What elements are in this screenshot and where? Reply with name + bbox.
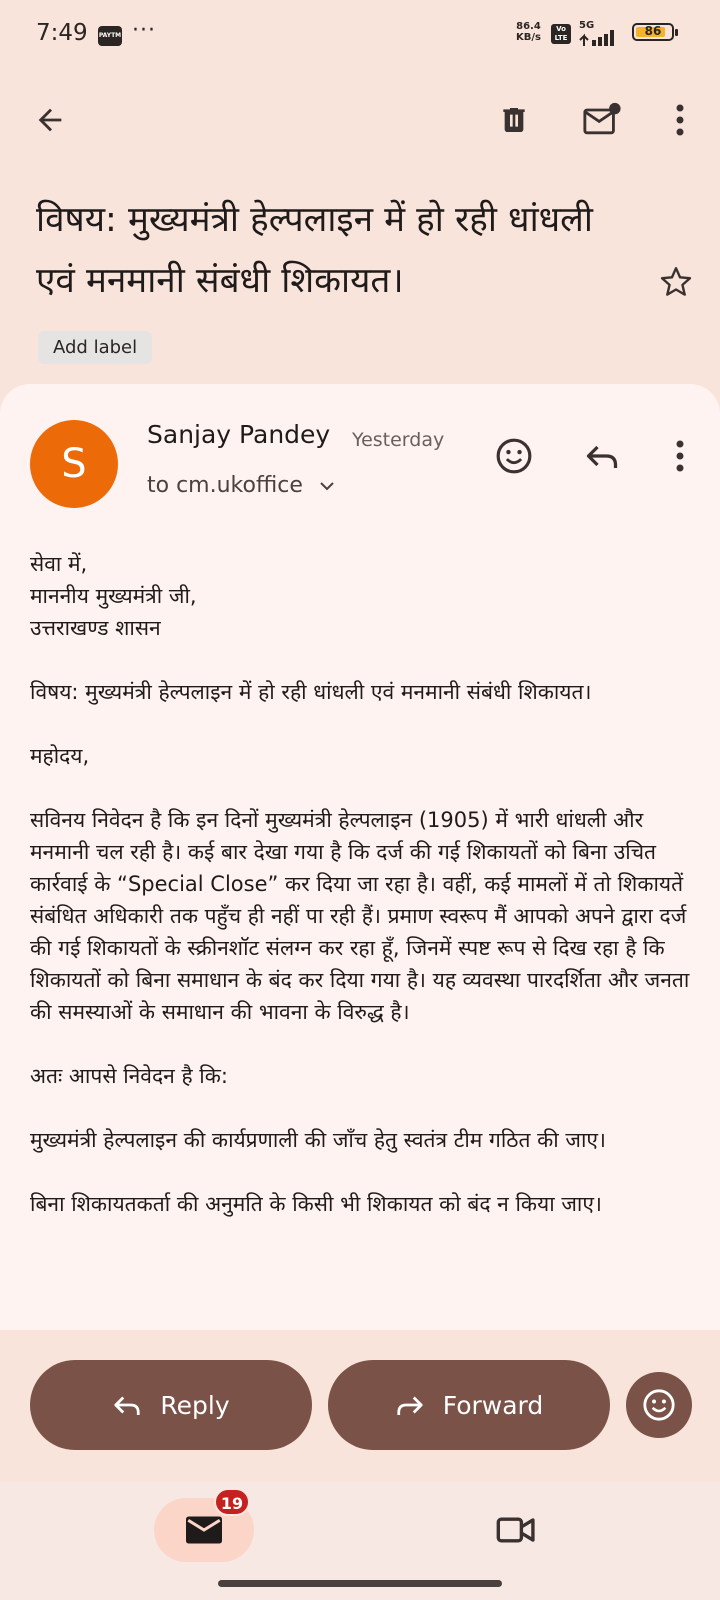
nav-mail-tab[interactable] <box>154 1494 254 1562</box>
delete-button[interactable] <box>490 96 538 144</box>
message-more-button[interactable] <box>656 432 704 480</box>
reply-icon-button[interactable] <box>578 432 626 480</box>
more-vert-icon <box>675 439 685 473</box>
mark-unread-button[interactable] <box>578 96 626 144</box>
star-icon <box>658 264 694 300</box>
body-address: सेवा में, माननीय मुख्यमंत्री जी, उत्तराखण्ड शासन <box>30 552 197 640</box>
forward-icon <box>395 1392 425 1418</box>
add-label-chip[interactable]: Add label <box>38 331 152 364</box>
battery-level: 86 <box>644 24 662 38</box>
more-vert-icon <box>675 103 685 137</box>
unread-count-badge: 19 <box>214 1488 250 1516</box>
body-paragraph: सविनय निवेदन है कि इन दिनों मुख्यमंत्री हेल्पलाइन (1905) में भारी धांधली और मनमानी चल रही है। कई बार देखा गया है कि दर्ज की गई शिकायतों को बिना उचित कार्रवाई के “Special Close” कर दिया जा रहा है। वहीं, कई मामलों में तो शिकायतें संबंधित अधिकारी तक पहुँच ही नहीं पा रही हैं। प्रमाण स्वरूप मैं आपको अपने द्वारा दर्ज की गई शिकायतों के स्क्रीनशॉट संलग्न कर रहा हूँ, जिनमें स्पष्ट रूप से दिख रहा है कि शिकायतों को बिना समाधान के बंद कर दिया गया है। यह व्यवस्था पारदर्शिता और जनता की समस्याओं के समाधान की भावना के विरुद्ध है। <box>30 808 690 1024</box>
star-button[interactable] <box>652 258 700 306</box>
reply-icon <box>112 1392 142 1418</box>
more-options-button[interactable] <box>656 96 704 144</box>
forward-button[interactable] <box>328 1360 610 1450</box>
emoji-icon <box>642 1388 676 1422</box>
home-indicator[interactable] <box>218 1580 502 1587</box>
battery-icon <box>632 23 674 41</box>
chevron-down-icon <box>318 480 336 492</box>
body-request-1: मुख्यमंत्री हेल्पलाइन की कार्यप्रणाली की जाँच हेतु स्वतंत्र टीम गठित की जाए। <box>30 1128 606 1152</box>
volte-icon: Vo LTE <box>551 24 571 44</box>
more-notifications-icon: ··· <box>132 18 156 43</box>
email-subject: विषय: मुख्यमंत्री हेल्पलाइन में हो रही धांधली एवं मनमानी संबंधी शिकायत। <box>36 200 593 301</box>
network-speed-value: 86.4 <box>516 21 541 32</box>
battery-tip <box>675 29 678 36</box>
mail-unread-icon <box>582 102 622 138</box>
signal-icon <box>578 30 622 46</box>
network-type: 5G <box>579 20 595 31</box>
body-salutation: महोदय, <box>30 744 90 768</box>
status-bar <box>0 0 720 70</box>
back-button[interactable] <box>26 96 74 144</box>
reply-label: Reply <box>160 1390 230 1420</box>
network-speed-unit: KB/s <box>516 32 541 43</box>
message-date: Yesterday <box>352 429 445 451</box>
recipient-label: to cm.ukoffice <box>147 473 303 498</box>
avatar[interactable]: S <box>30 420 118 508</box>
bottom-navigation <box>0 1482 720 1600</box>
emoji-icon <box>495 437 533 475</box>
trash-icon <box>498 103 530 137</box>
react-emoji-button[interactable] <box>490 432 538 480</box>
reply-icon <box>584 441 620 471</box>
body-request-2: बिना शिकायतकर्ता की अनुमति के किसी भी शिकायत को बंद न किया जाए। <box>30 1192 602 1216</box>
reply-button[interactable] <box>30 1360 312 1450</box>
mail-icon <box>186 1516 222 1544</box>
nav-meet-tab[interactable] <box>484 1498 548 1562</box>
paytm-notification-icon: PAYTM <box>98 26 122 46</box>
message-card <box>0 384 720 1330</box>
body-subject: विषय: मुख्यमंत्री हेल्पलाइन में हो रही धांधली एवं मनमानी संबंधी शिकायत। <box>30 680 592 704</box>
arrow-left-icon <box>33 103 67 137</box>
sender-name[interactable]: Sanjay Pandey <box>147 420 331 449</box>
message-body <box>30 548 698 1252</box>
recipient-details[interactable] <box>147 473 336 498</box>
action-bar <box>0 1330 720 1482</box>
network-speed <box>516 21 541 43</box>
status-time: 7:49 <box>36 20 88 46</box>
video-camera-icon <box>496 1515 536 1545</box>
react-button[interactable] <box>626 1372 692 1438</box>
body-request-intro: अतः आपसे निवेदन है कि: <box>30 1064 228 1088</box>
forward-label: Forward <box>442 1390 544 1420</box>
